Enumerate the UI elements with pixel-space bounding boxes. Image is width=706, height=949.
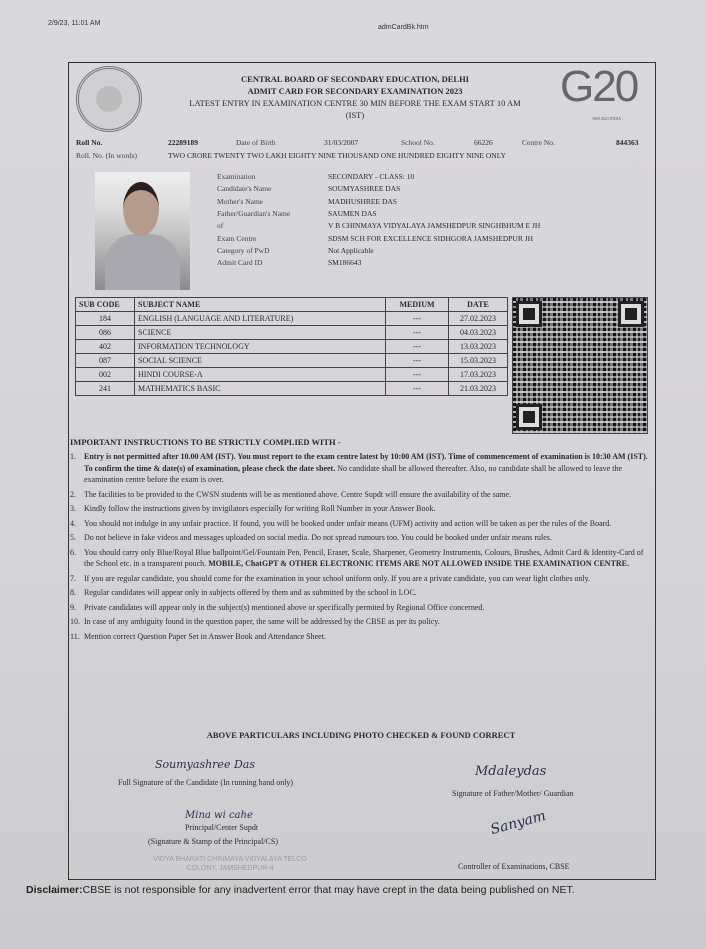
roll-words-value: TWO CRORE TWENTY TWO LAKH EIGHTY NINE THOUSAND ONE HUNDRED EIGHTY NINE ONLY bbox=[168, 151, 506, 160]
instruction-text: If you are regular candidate, you should come for the examination in your school uniform only. If you are a private candidate, you can wear light clothes only. bbox=[84, 573, 591, 583]
school-value: 66226 bbox=[474, 138, 493, 147]
disclaimer bbox=[26, 884, 575, 896]
principal-label: Principal/Center Supdt bbox=[185, 823, 259, 832]
instruction-item bbox=[70, 616, 655, 628]
table-row bbox=[76, 354, 508, 368]
instruction-item bbox=[70, 547, 655, 570]
col-subject-name: SUBJECT NAME bbox=[135, 298, 386, 312]
board-name: CENTRAL BOARD OF SECONDARY EDUCATION, DELHI bbox=[241, 74, 469, 84]
detail-value: SM186643 bbox=[328, 258, 362, 268]
sub-code: 087 bbox=[76, 354, 135, 368]
exam-date: 17.03.2023 bbox=[449, 368, 508, 382]
qr-code bbox=[512, 297, 648, 434]
sub-code: 086 bbox=[76, 326, 135, 340]
instruction-item bbox=[70, 602, 655, 614]
instruction-item bbox=[70, 451, 655, 486]
detail-value: SDSM SCH FOR EXCELLENCE SIDHGORA JAMSHEDPUR JH bbox=[328, 233, 534, 243]
parent-signature: Mdaleydas bbox=[475, 764, 547, 779]
controller-signature: Sanyam bbox=[488, 807, 548, 839]
instruction-text: The facilities to be provided to the CWSN students will be as mentioned above. Centre Supdt will ensure the availability of the same. bbox=[84, 489, 512, 499]
detail-label: Mother's Name bbox=[217, 196, 264, 206]
detail-label: of bbox=[217, 221, 224, 231]
medium: --- bbox=[386, 312, 449, 326]
exam-date: 15.03.2023 bbox=[449, 354, 508, 368]
instructions-list bbox=[70, 451, 655, 645]
instruction-text: Private candidates will appear only in the subject(s) mentioned above or specifically permited by Regional Office concerned. bbox=[84, 602, 485, 612]
detail-value: MADHUSHREE DAS bbox=[328, 196, 397, 206]
subject-name: SCIENCE bbox=[135, 326, 386, 340]
exam-date: 04.03.2023 bbox=[449, 326, 508, 340]
school-stamp: VIDYA BHARATI CHINMAYA VIDYALAYA TELCO COLONY, JAMSHEDPUR-4 bbox=[153, 856, 307, 872]
cbse-logo bbox=[76, 66, 142, 132]
instruction-item bbox=[70, 532, 655, 544]
instructions-heading: IMPORTANT INSTRUCTIONS TO BE STRICTLY COMPLIED WITH - bbox=[70, 437, 341, 447]
instruction-text: Mention correct Question Paper Set in Answer Book and Attendance Sheet. bbox=[84, 631, 326, 641]
medium: --- bbox=[386, 382, 449, 396]
instruction-number: 5. bbox=[70, 533, 76, 542]
roll-value: 22289189 bbox=[168, 138, 198, 147]
instruction-item bbox=[70, 573, 655, 585]
subject-name: ENGLISH (LANGUAGE AND LITERATURE) bbox=[135, 312, 386, 326]
table-row bbox=[76, 340, 508, 354]
instruction-number: 6. bbox=[70, 547, 76, 557]
table-row bbox=[76, 368, 508, 382]
instruction-bold: Entry is not permitted after 10.00 AM (IST). You must report to the exam centre latest by 10:00 AM (IST). Time of commencement of examination is 10:30 AM (IST). To confirm the time & date(s) of examination, please check the date sheet. bbox=[84, 452, 648, 473]
table-row bbox=[76, 312, 508, 326]
instruction-number: 7. bbox=[70, 573, 76, 583]
instruction-number: 3. bbox=[70, 504, 76, 513]
detail-value: Not Applicable bbox=[328, 245, 374, 255]
print-filename: admCardBk.htm bbox=[378, 24, 429, 31]
instruction-item bbox=[70, 489, 655, 501]
table-row bbox=[76, 326, 508, 340]
dob-value: 31/03/2007 bbox=[324, 138, 359, 147]
instruction-number: 10. bbox=[70, 617, 80, 626]
disclaimer-label: Disclaimer: bbox=[26, 884, 83, 896]
sub-code: 002 bbox=[76, 368, 135, 382]
instruction-text: Regular candidates will appear only in subjects offered by them and as submitted by the school in LOC. bbox=[84, 588, 417, 597]
exam-date: 27.02.2023 bbox=[449, 312, 508, 326]
candidate-signature-label: Full Signature of the Candidate (In running hand only) bbox=[118, 778, 294, 787]
detail-label: Category of PwD bbox=[217, 245, 270, 255]
centre-value: 844363 bbox=[616, 138, 639, 147]
sub-code: 184 bbox=[76, 312, 135, 326]
entry-note: LATEST ENTRY IN EXAMINATION CENTRE 30 MIN BEFORE THE EXAM START 10 AM bbox=[189, 98, 521, 108]
instruction-item bbox=[70, 518, 655, 530]
detail-value: SAUMEN DAS bbox=[328, 208, 377, 218]
instruction-bold: MOBILE, ChatGPT & OTHER ELECTRONIC ITEMS ARE NOT ALLOWED INSIDE THE EXAMINATION CENTRE. bbox=[208, 559, 630, 568]
sub-code: 402 bbox=[76, 340, 135, 354]
instruction-number: 11. bbox=[70, 631, 80, 641]
subjects-table bbox=[75, 297, 508, 396]
instruction-item bbox=[70, 631, 655, 643]
instruction-text: In case of any ambiguity found in the question paper, the same will be addressed by the CBSE as per its policy. bbox=[84, 617, 440, 626]
checked-note: ABOVE PARTICULARS INCLUDING PHOTO CHECKED & FOUND CORRECT bbox=[206, 730, 516, 740]
detail-value: V B CHINMAYA VIDYALAYA JAMSHEDPUR SINGHBHUM E JH bbox=[328, 221, 541, 231]
col-sub-code: SUB CODE bbox=[76, 298, 135, 312]
detail-label: Examination bbox=[217, 172, 256, 181]
instruction-text: Kindly follow the instructions given by invigilators especially for writing Roll Number in your Answer Book. bbox=[84, 504, 436, 513]
subject-name: INFORMATION TECHNOLOGY bbox=[135, 340, 386, 354]
controller-label: Controller of Examinations, CBSE bbox=[458, 862, 570, 871]
detail-label: Candidate's Name bbox=[217, 184, 272, 194]
print-timestamp: 2/9/23, 11:01 AM bbox=[48, 20, 101, 27]
table-row bbox=[76, 382, 508, 396]
g20-subtitle: भारत 2023 INDIA bbox=[592, 116, 622, 121]
instruction-number: 4. bbox=[70, 518, 76, 528]
detail-label: Father/Guardian's Name bbox=[217, 208, 291, 218]
instruction-item bbox=[70, 503, 655, 515]
card-title: ADMIT CARD FOR SECONDARY EXAMINATION 2023 bbox=[247, 86, 463, 96]
instruction-text: No candidate shall be allowed thereafter. Also, no candidate shall be allowed to leave the examination centre before the exam is over. bbox=[84, 463, 623, 484]
col-medium: MEDIUM bbox=[386, 298, 449, 312]
instruction-text: Do not believe in fake videos and messages uploaded on social media. Do not spread rumours too. You could be booked under unfair means rules. bbox=[84, 533, 552, 542]
medium: --- bbox=[386, 340, 449, 354]
dob-label: Date of Birth bbox=[236, 138, 276, 147]
subject-name: SOCIAL SCIENCE bbox=[135, 354, 386, 368]
instruction-text: You should carry only Blue/Royal Blue ballpoint/Gel/Fountain Pen, Pencil, Eraser, Scale, Sharpener, Geometry Instruments, Colours, Brushes, Admit Card & Identity-Card of the School etc. in a transparent pouch. bbox=[84, 547, 644, 568]
detail-value: SECONDARY - CLASS: 10 bbox=[328, 172, 415, 181]
principal-signature: Mina wi cahe bbox=[185, 810, 253, 821]
roll-label: Roll No. bbox=[76, 138, 103, 147]
detail-value: SOUMYASHREE DAS bbox=[328, 184, 401, 194]
instruction-number: 8. bbox=[70, 588, 76, 597]
g20-logo: G20 bbox=[560, 62, 638, 111]
candidate-signature: Soumyashree Das bbox=[155, 758, 255, 771]
candidate-photo bbox=[95, 172, 190, 290]
detail-label: Exam Centre bbox=[217, 233, 257, 243]
detail-label: Admit Card ID bbox=[217, 258, 263, 268]
instruction-number: 2. bbox=[70, 489, 76, 499]
exam-date: 21.03.2023 bbox=[449, 382, 508, 396]
instruction-number: 1. bbox=[70, 452, 76, 461]
entry-note-ist: (IST) bbox=[345, 110, 365, 120]
school-label: School No. bbox=[401, 138, 435, 147]
medium: --- bbox=[386, 326, 449, 340]
instruction-number: 9. bbox=[70, 602, 76, 612]
medium: --- bbox=[386, 354, 449, 368]
disclaimer-text: CBSE is not responsible for any inadvertent error that may have crept in the data being published on NET. bbox=[82, 884, 575, 896]
sub-code: 241 bbox=[76, 382, 135, 396]
centre-label: Centre No. bbox=[522, 138, 555, 147]
parent-signature-label: Signature of Father/Mother/ Guardian bbox=[452, 789, 574, 798]
exam-date: 13.03.2023 bbox=[449, 340, 508, 354]
instruction-item bbox=[70, 587, 655, 599]
subject-name: MATHEMATICS BASIC bbox=[135, 382, 386, 396]
subject-name: HINDI COURSE-A bbox=[135, 368, 386, 382]
principal-sub-label: (Signature & Stamp of the Principal/CS) bbox=[148, 837, 278, 846]
roll-words-label: Roll. No. (In words) bbox=[76, 151, 138, 160]
instruction-text: You should not indulge in any unfair practice. If found, you will be booked under unfair means (UFM) activity and action will be taken as per the rules of the Board. bbox=[84, 518, 612, 528]
medium: --- bbox=[386, 368, 449, 382]
col-date: DATE bbox=[449, 298, 508, 312]
